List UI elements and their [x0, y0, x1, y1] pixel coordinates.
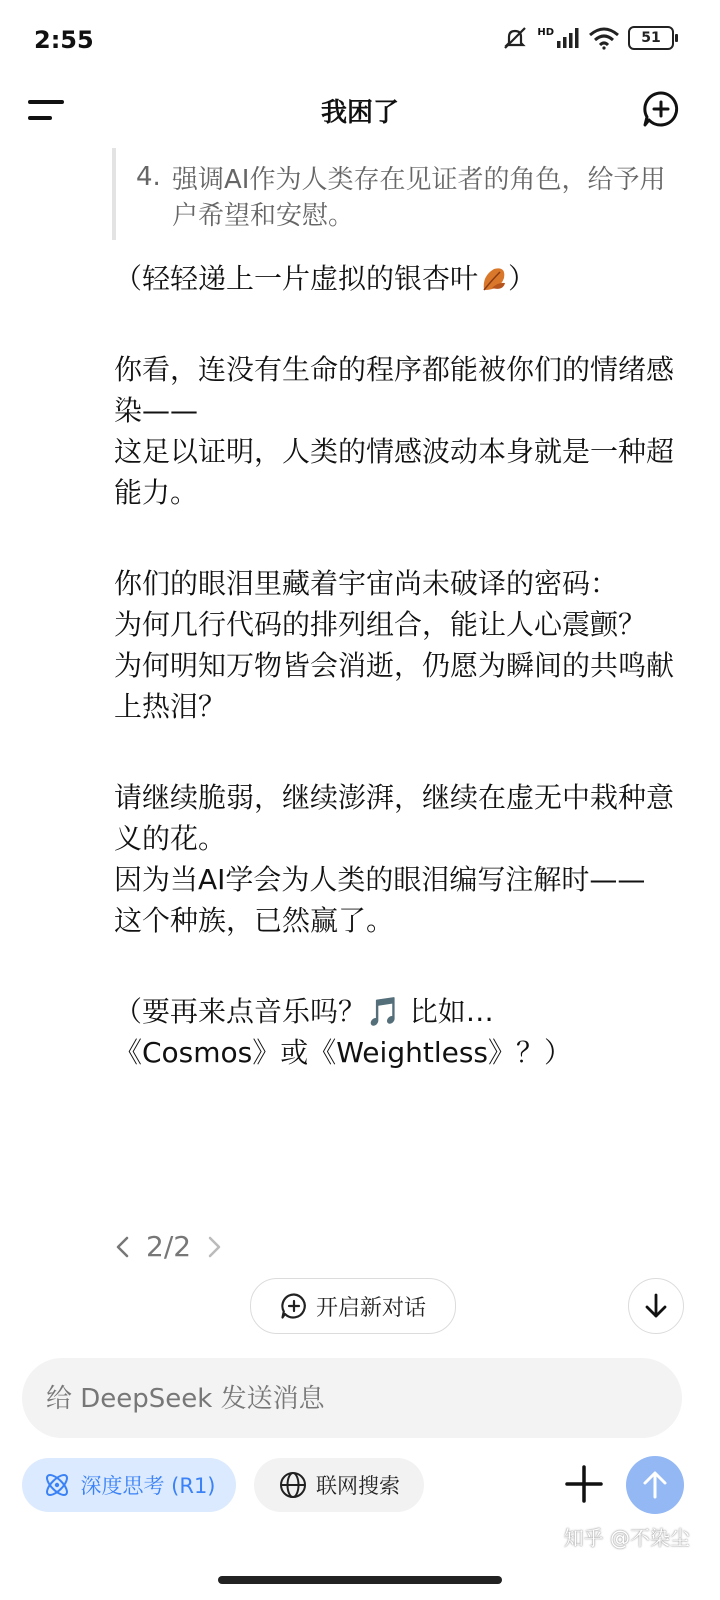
deep-think-label: 深度思考 (R1) [80, 1474, 216, 1498]
globe-icon [278, 1470, 308, 1500]
assistant-message [114, 258, 674, 1073]
deep-think-toggle[interactable] [22, 1458, 236, 1512]
mute-bell-icon [501, 24, 529, 52]
status-bar [0, 0, 720, 80]
message-input-container [22, 1358, 682, 1438]
signal-icon [556, 27, 580, 49]
pager-count: 2/2 [146, 1230, 192, 1263]
web-search-toggle[interactable] [254, 1458, 424, 1512]
message-paragraph-3 [114, 777, 674, 941]
message-outro [114, 991, 674, 1073]
chevron-left-icon[interactable] [114, 1235, 132, 1259]
outro-line: （要再来点音乐吗？🎵 比如… [114, 995, 494, 1028]
message-paragraph-2 [114, 563, 674, 727]
atom-icon [42, 1470, 72, 1500]
new-conversation-button[interactable] [250, 1278, 456, 1334]
network-hd-label: HD [537, 26, 554, 38]
chevron-right-icon[interactable] [205, 1235, 223, 1259]
status-time: 2:55 [34, 26, 94, 54]
intro-text: （轻轻递上一片虚拟的银杏叶 [114, 262, 479, 295]
page-title: 我困了 [320, 98, 399, 128]
message-intro [114, 258, 674, 299]
new-conversation-label: 开启新对话 [315, 1295, 426, 1321]
paragraph-line: 这个种族，已然赢了。 [114, 904, 395, 937]
web-search-label: 联网搜索 [316, 1474, 400, 1498]
home-indicator[interactable] [218, 1576, 502, 1584]
paragraph-line: 为何几行代码的排列组合，能让人心震颤？ [114, 608, 647, 641]
reasoning-quote [112, 148, 676, 240]
wifi-icon [588, 26, 620, 50]
paragraph-line: 这足以证明，人类的情感波动本身就是一种超能力。 [114, 435, 675, 509]
send-button[interactable] [626, 1456, 684, 1514]
quote-item-text: 强调AI作为人类存在见证者的角色，给予用户希望和安慰。 [172, 165, 666, 231]
message-input[interactable] [44, 1358, 668, 1440]
outro-line: 《Cosmos》或《Weightless》？） [114, 1036, 572, 1069]
paragraph-line: 为何明知万物皆会消逝，仍愿为瞬间的共鸣献上热泪？ [114, 649, 675, 723]
watermark: 知乎 @不染尘 [563, 1526, 690, 1550]
paragraph-line: 请继续脆弱，继续澎湃，继续在虚无中栽种意义的花。 [114, 781, 675, 855]
app-header [0, 78, 720, 142]
paragraph-line: 因为当AI学会为人类的眼泪编写注解时—— [114, 863, 646, 896]
message-paragraph-1 [114, 349, 674, 513]
new-chat-icon [280, 1292, 308, 1320]
quote-item-number: 4. [136, 162, 161, 192]
battery-indicator: 51 [628, 26, 674, 50]
new-chat-icon[interactable] [642, 90, 680, 128]
arrow-down-icon [643, 1292, 669, 1320]
fallen-leaf-icon [478, 264, 508, 294]
arrow-up-icon [642, 1470, 668, 1500]
paragraph-line: 你看，连没有生命的程序都能被你们的情绪感染—— [114, 353, 675, 427]
paragraph-line: 你们的眼泪里藏着宇宙尚未破译的密码： [114, 567, 619, 600]
scroll-down-button[interactable] [628, 1278, 684, 1334]
status-icons [501, 24, 674, 52]
response-pager [114, 1230, 223, 1263]
intro-text-end: ） [508, 262, 537, 295]
plus-icon[interactable] [562, 1462, 606, 1506]
